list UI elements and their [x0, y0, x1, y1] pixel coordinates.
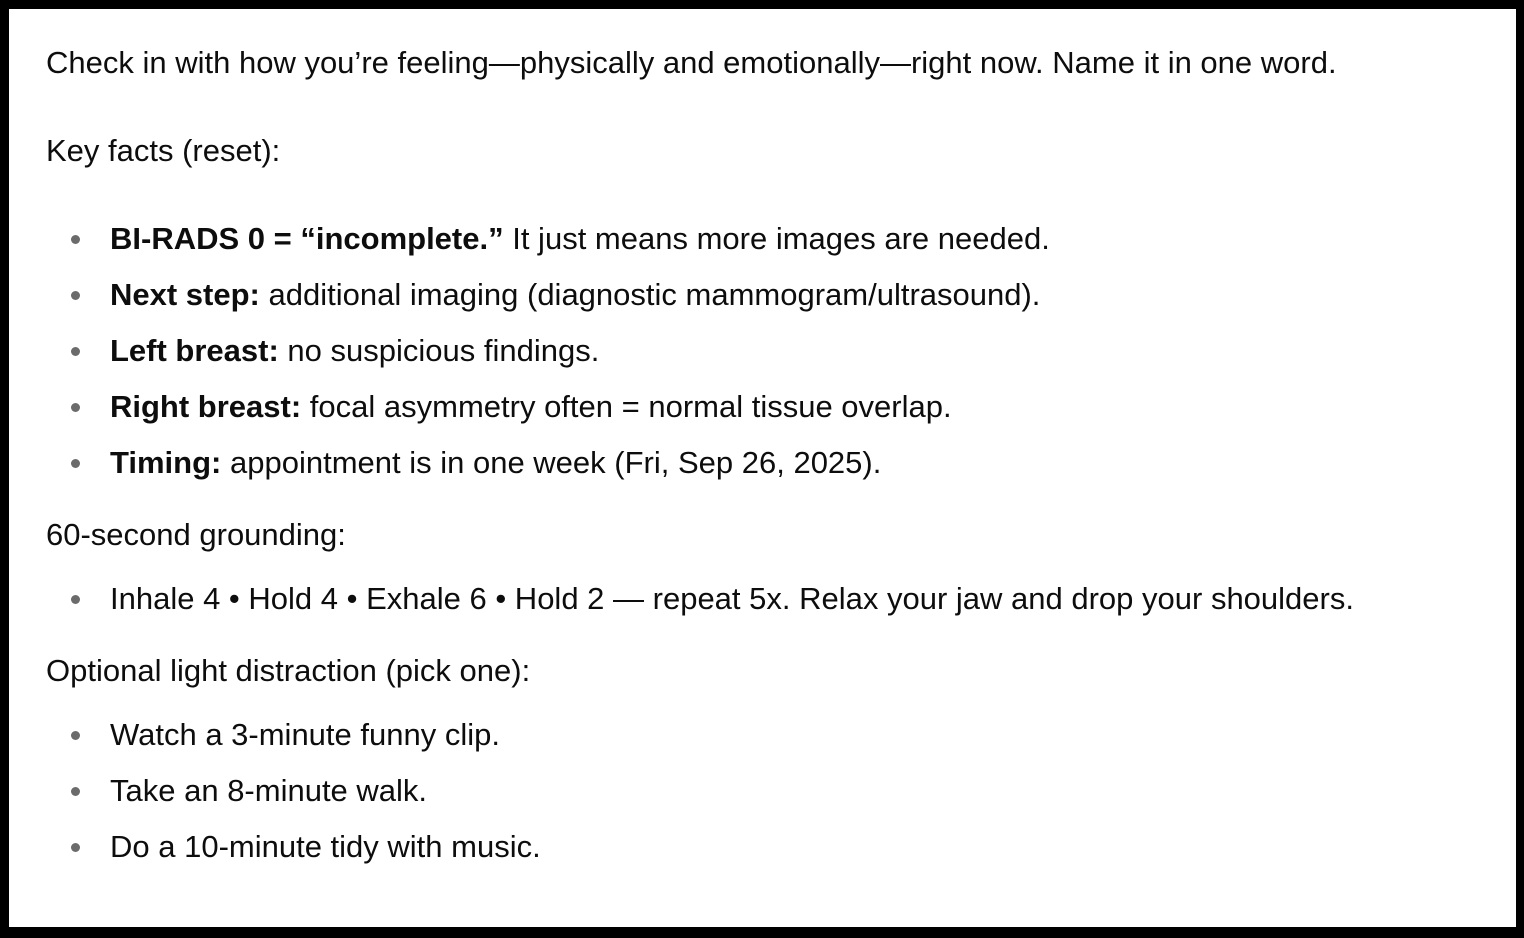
fact-text: additional imaging (diagnostic mammogram/ultrasound).	[259, 277, 1041, 312]
grounding-text: Inhale 4 • Hold 4 • Exhale 6 • Hold 2 — repeat 5x. Relax your jaw and drop your shoulders.	[110, 581, 1354, 616]
fact-label: Timing:	[110, 445, 222, 480]
distraction-text: Take an 8-minute walk.	[110, 773, 428, 808]
bullet-icon	[71, 347, 80, 356]
fact-text: It just means more images are needed.	[503, 221, 1050, 256]
grounding-heading: 60-second grounding:	[46, 517, 346, 552]
fact-text: appointment is in one week (Fri, Sep 26, 2025).	[221, 445, 882, 480]
bullet-icon	[71, 459, 80, 468]
fact-text: focal asymmetry often = normal tissue overlap.	[301, 389, 952, 424]
fact-label: Left breast:	[110, 333, 279, 368]
bullet-icon	[71, 843, 80, 852]
distraction-heading: Optional light distraction (pick one):	[46, 653, 531, 688]
bullet-icon	[71, 291, 80, 300]
bullet-icon	[71, 403, 80, 412]
bullet-icon	[71, 235, 80, 244]
distraction-text: Watch a 3-minute funny clip.	[110, 717, 500, 752]
intro-text: Check in with how you’re feeling—physically and emotionally—right now. Name it in one word.	[46, 45, 1337, 80]
fact-label: BI-RADS 0 = “incomplete.”	[110, 221, 504, 256]
bullet-icon	[71, 787, 80, 796]
bullet-icon	[71, 595, 80, 604]
distraction-text: Do a 10-minute tidy with music.	[110, 829, 541, 864]
key-facts-heading: Key facts (reset):	[46, 133, 281, 168]
fact-text: no suspicious findings.	[278, 333, 600, 368]
message-content	[9, 9, 1516, 927]
fact-label: Right breast:	[110, 389, 302, 424]
bullet-icon	[71, 731, 80, 740]
fact-label: Next step:	[110, 277, 260, 312]
